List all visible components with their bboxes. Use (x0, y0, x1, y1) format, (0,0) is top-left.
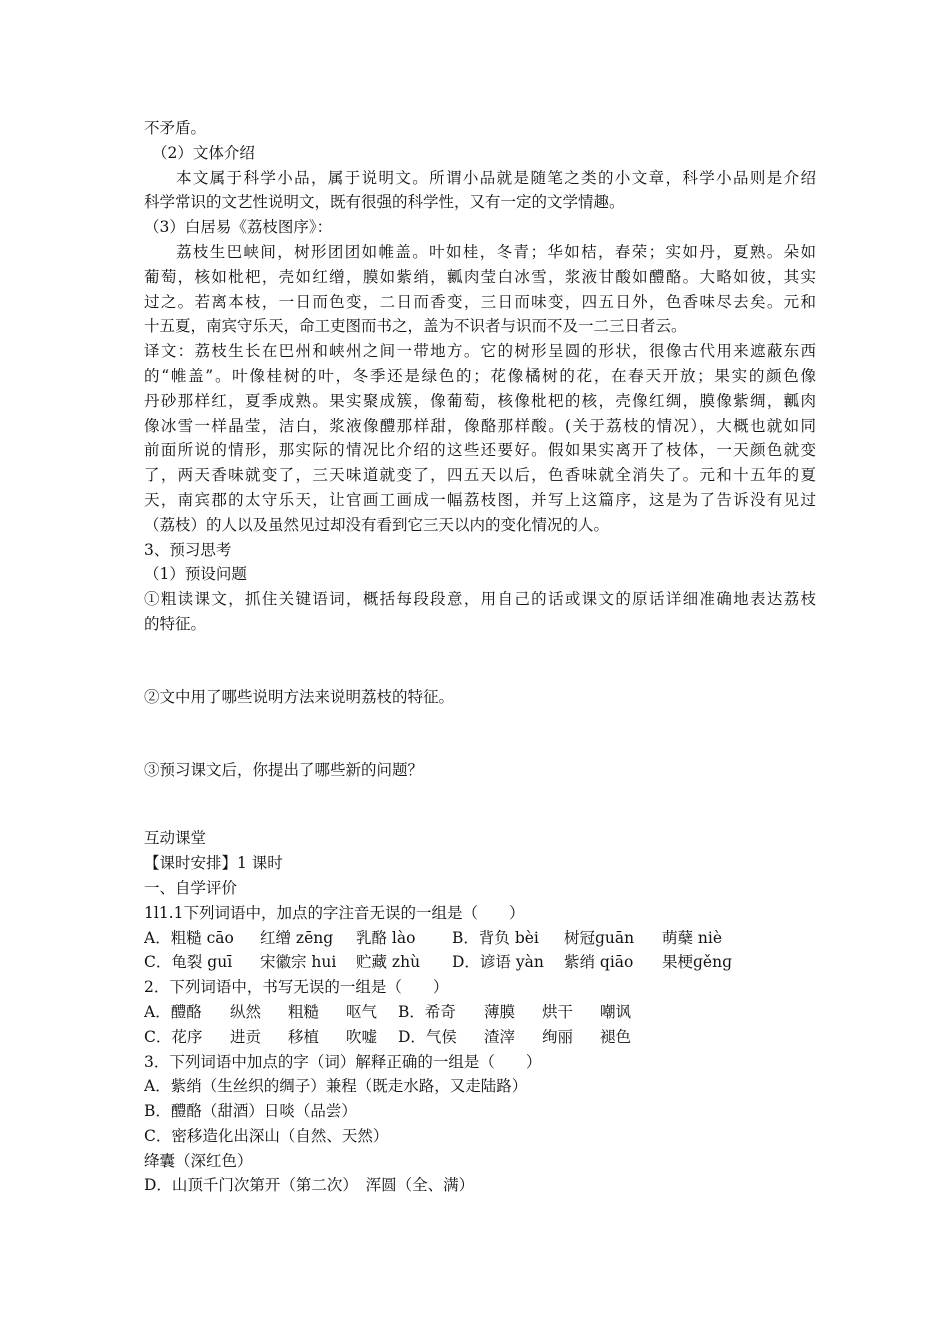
exercise-1-stem: 1l1.1下列词语中，加点的字注音无误的一组是（ ） (144, 903, 525, 922)
option-item: 果梗ɡěnɡ (662, 953, 732, 972)
question-2: ②文中用了哪些说明方法来说明荔枝的特征。 (144, 687, 455, 706)
preview-heading: 3、预习思考 (144, 540, 232, 559)
option-item: C．龟裂 guī (144, 953, 233, 972)
translation-line: （荔枝）的人以及虽然见过却没有看到它三天以内的变化情况的人。 (144, 515, 610, 534)
section-heading-preface: （3）白居易《荔枝图序》： (144, 218, 333, 237)
preface-line: 十五夏，南宾守乐天，命工吏图而书之，盖为不识者与识而不及一二三日者云。 (144, 317, 687, 336)
exercise-1-row-cd (144, 950, 816, 975)
option-item: D．气侯 (398, 1027, 457, 1046)
answer-space (144, 637, 816, 685)
translation-line: 天，南宾郡的太守乐天，让官画工画成一幅荔枝图，并写上这篇序，这是为了告诉没有见过 (144, 490, 816, 509)
interactive-heading: 互动课堂 (144, 829, 207, 848)
exercise-3-option-a: A．紫绡（生丝织的绸子）兼程（既走水路，又走陆路） (144, 1077, 528, 1096)
option-item: 贮藏 zhù (356, 953, 421, 972)
option-item: 紫绡 qiāo (564, 953, 634, 972)
document-body (144, 116, 816, 1198)
exercise-1-row-ab (144, 926, 816, 951)
exercise-3-option-c-cont: 绛囊（深红色） (144, 1151, 253, 1170)
translation-line: 像冰雪一样晶莹，洁白，浆液像醴那样甜，像酪那样酸。(关于荔枝的情况），大概也就如同 (144, 416, 816, 435)
question-1-line: ①粗读课文，抓住关键语词，概括每段段意，用自己的话或课文的原话详细准确地表达荔枝 (144, 590, 816, 609)
translation-line: 的“帷盖”。叶像桂树的叶，冬季还是绿色的；花像橘树的花，在春天开放；果实的颜色像 (144, 366, 816, 385)
option-item: 宋徽宗 hui (260, 953, 337, 972)
option-item: A．醴酪 (144, 1002, 202, 1021)
exercise-3-option-d: D．山顶千门次第开（第二次） 浑圆（全、满） (144, 1176, 475, 1195)
self-eval-heading: 一、自学评价 (144, 878, 238, 897)
preview-subheading: （1）预设问题 (144, 565, 247, 584)
option-item: 呕气 (346, 1002, 378, 1021)
translation-line: 了，两天香味就变了，三天味道就变了，四五天以后，色香味就全消失了。元和十五年的夏 (144, 466, 816, 485)
option-item: 移植 (288, 1027, 320, 1046)
genre-paragraph-line: 本文属于科学小品，属于说明文。所谓小品就是随笔之类的小文章，科学小品则是介绍 (176, 168, 816, 187)
option-item: B．希奇 (398, 1002, 456, 1021)
option-item: B．背负 bèi (452, 928, 539, 947)
answer-space (144, 710, 816, 758)
question-1-line: 的特征。 (144, 614, 207, 633)
option-item: 粗糙 (288, 1002, 320, 1021)
text-fragment: 不矛盾。 (144, 119, 207, 137)
exercise-3-option-b: B．醴酪（甜酒）日啖（品尝） (144, 1102, 357, 1121)
section-heading-genre: （2）文体介绍 (152, 143, 255, 162)
option-item: 褪色 (600, 1027, 632, 1046)
option-item: 嘲讽 (600, 1002, 632, 1021)
exercise-2-row-ab (144, 1000, 816, 1025)
option-item: 吹嘘 (346, 1027, 378, 1046)
schedule-heading: 【课时安排】1 课时 (144, 854, 283, 873)
option-item: 渣滓 (484, 1027, 516, 1046)
option-item: 绚丽 (542, 1027, 574, 1046)
translation-line: 译文：荔枝生长在巴州和峡州之间一带地方。它的树形呈圆的形状，很像古代用来遮蔽东西 (144, 342, 816, 361)
option-item: D．谚语 yàn (452, 953, 544, 972)
option-item: C．花序 (144, 1027, 203, 1046)
preface-line: 葡萄，核如枇杷，壳如红缯，膜如紫绡，瓤肉莹白冰雪，浆液甘酸如醴酪。大略如彼，其实 (144, 267, 816, 286)
option-item: A．粗糙 cāo (144, 928, 234, 947)
preface-line: 荔枝生巴峡间，树形团团如帷盖。叶如桂，冬青；华如桔，春荣；实如丹，夏熟。朵如 (176, 242, 816, 261)
translation-line: 前面所说的情形，那实际的情况比介绍的这些还要好。假如果实离开了枝体，一天颜色就变 (144, 441, 816, 460)
exercise-3-stem: 3．下列词语中加点的字（词）解释正确的一组是（ ） (144, 1052, 542, 1071)
translation-line: 丹砂那样红，夏季成熟。果实聚成簇，像葡萄，核像枇杷的核，壳像红绸，膜像紫绸，瓤肉 (144, 391, 816, 410)
option-item: 乳酪 lào (356, 928, 416, 947)
exercise-2-stem: 2．下列词语中，书写无误的一组是（ ） (144, 978, 449, 997)
option-item: 纵然 (230, 1002, 262, 1021)
option-item: 烘干 (542, 1002, 574, 1021)
preface-line: 过之。若离本枝，一日而色变，二日而香变，三日而味变，四五日外，色香味尽去矣。元和 (144, 292, 816, 311)
answer-space (144, 782, 816, 826)
option-item: 红缯 zēng (260, 928, 334, 947)
option-item: 树冠ɡuān (564, 928, 635, 947)
exercise-3-option-c: C．密移造化出深山（自然、天然） (144, 1126, 389, 1145)
option-item: 萌蘖 niè (662, 928, 723, 947)
genre-paragraph-line: 科学常识的文艺性说明文，既有很强的科学性，又有一定的文学情趣。 (144, 193, 625, 212)
option-item: 进贡 (230, 1027, 262, 1046)
exercise-2-row-cd (144, 1025, 816, 1050)
option-item: 薄膜 (484, 1002, 516, 1021)
question-3: ③预习课文后，你提出了哪些新的问题？ (144, 760, 424, 779)
